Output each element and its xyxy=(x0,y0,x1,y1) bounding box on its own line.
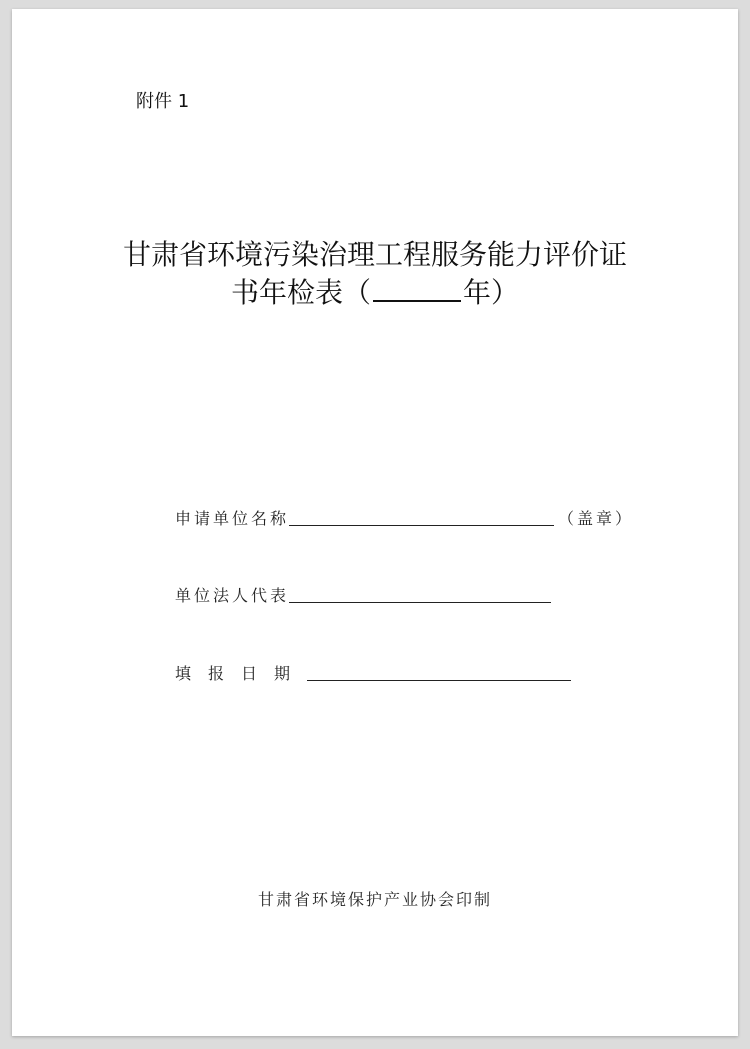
applicant-field[interactable] xyxy=(289,524,554,526)
date-label: 填报日期 xyxy=(175,664,308,683)
date-row xyxy=(175,661,571,684)
year-blank-field[interactable] xyxy=(373,276,461,302)
title-line2-prefix: 书年检表（ xyxy=(230,276,371,309)
seal-note: （盖章） xyxy=(558,509,635,528)
legal-rep-row xyxy=(175,583,551,606)
footer-printer: 甘肃省环境保护产业协会印制 xyxy=(257,890,492,909)
document-title-line2 xyxy=(12,271,738,311)
applicant-row xyxy=(175,506,634,529)
attachment-label: 附件 1 xyxy=(136,91,190,112)
document-page xyxy=(12,9,738,1036)
title-line2-suffix: 年） xyxy=(463,276,520,309)
document-title-line1: 甘肃省环境污染治理工程服务能力评价证 xyxy=(122,238,627,271)
applicant-label: 申请单位名称 xyxy=(175,509,290,528)
legal-rep-field[interactable] xyxy=(289,601,551,603)
date-field[interactable] xyxy=(307,679,571,681)
legal-rep-label: 单位法人代表 xyxy=(175,586,290,605)
